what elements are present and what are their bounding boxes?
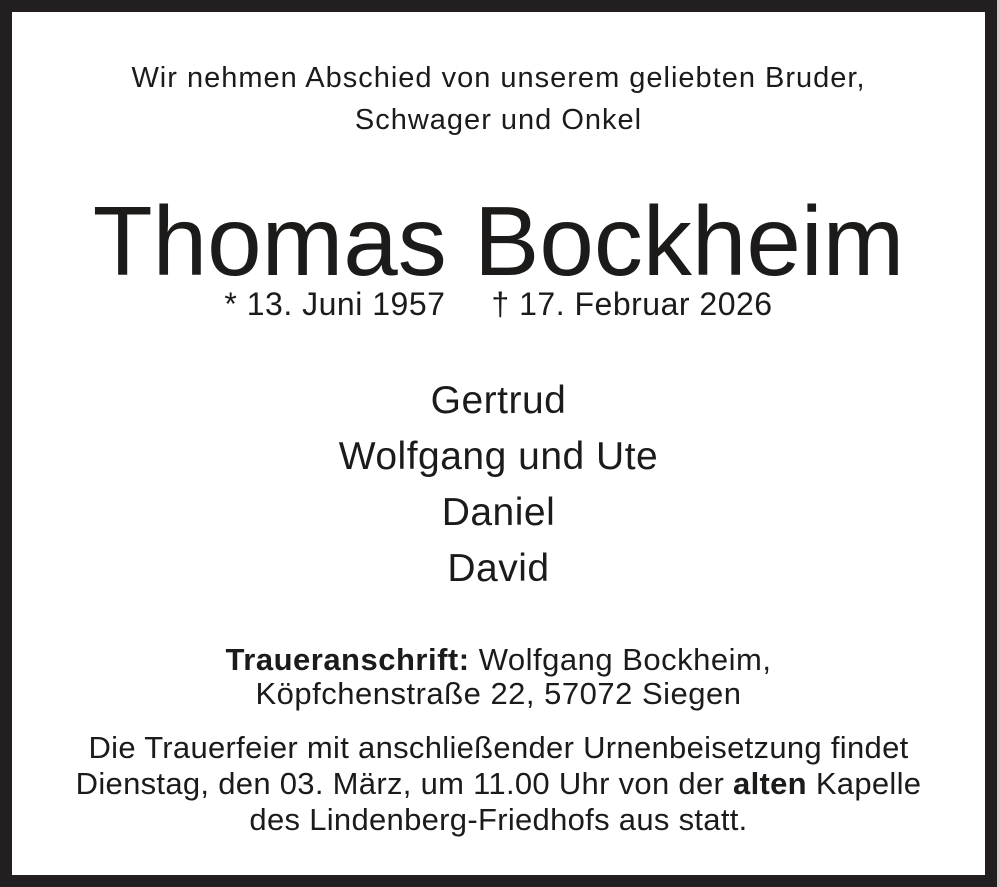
address-label: Traueranschrift: <box>225 642 470 677</box>
life-dates <box>12 284 985 324</box>
ceremony-line-2-pre: Dienstag, den 03. März, um 11.00 Uhr von der <box>75 766 725 801</box>
mourner-name: Wolfgang und Ute <box>338 435 659 478</box>
death-date: † 17. Februar 2026 <box>491 286 773 322</box>
ceremony-line-1: Die Trauerfeier mit anschließender Urnenbeisetzung findet <box>88 730 909 765</box>
ceremony-line-3: des Lindenberg-Friedhofs aus statt. <box>249 802 748 837</box>
ceremony-info <box>12 730 985 838</box>
birth-date: * 13. Juni 1957 <box>224 286 446 322</box>
mourner-name: David <box>447 547 550 590</box>
intro-text <box>12 57 985 141</box>
intro-line-1: Wir nehmen Abschied von unserem geliebten Bruder, <box>131 62 866 94</box>
mourner-name: Daniel <box>441 491 556 534</box>
address-name: Wolfgang Bockheim, <box>478 642 772 677</box>
ceremony-line-2-emphasis: alten <box>733 766 807 801</box>
ceremony-line-2-post: Kapelle <box>815 766 922 801</box>
mourners-list <box>12 373 985 597</box>
condolence-address <box>12 643 985 711</box>
address-line-2: Köpfchenstraße 22, 57072 Siegen <box>255 676 742 711</box>
mourner-name: Gertrud <box>430 379 567 422</box>
address-line-1 <box>12 643 985 677</box>
deceased-name: Thomas Bockheim <box>92 186 905 296</box>
ceremony-line-2 <box>12 766 985 802</box>
intro-line-2: Schwager und Onkel <box>354 104 643 136</box>
